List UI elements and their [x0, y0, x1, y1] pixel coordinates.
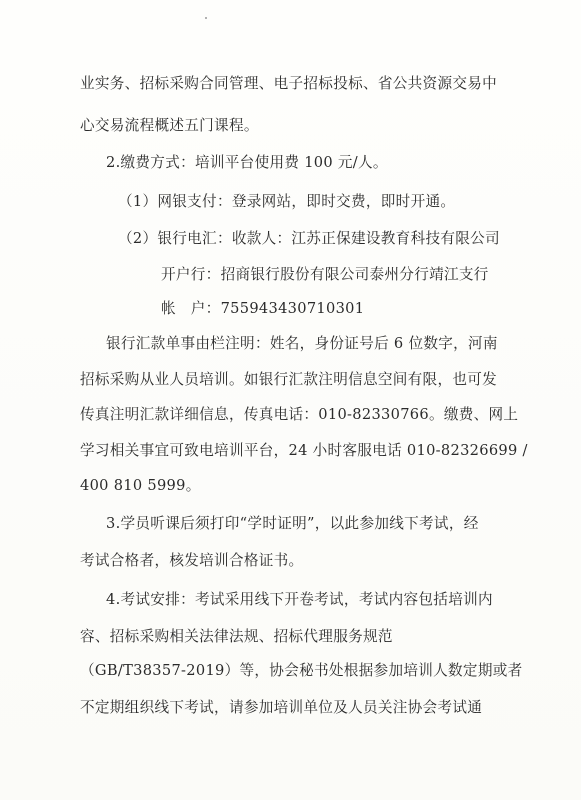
remittance-note-line-2: 招标采购从业人员培训。如银行汇款注明信息空间有限，也可发 [80, 371, 498, 388]
certificate-line-1: 3.学员听课后须打印“学时证明”，以此参加线下考试，经 [106, 515, 479, 532]
fee-method-line: 2.缴费方式：培训平台使用费 100 元/人。 [106, 154, 388, 171]
bank-transfer-payee-line: （2）银行电汇：收款人：江苏正保建设教育科技有限公司 [118, 230, 500, 247]
exam-arrangement-line-1: 4.考试安排：考试采用线下开卷考试，考试内容包括培训内 [106, 591, 493, 608]
online-bank-payment-line: （1）网银支付：登录网站，即时交费，即时开通。 [118, 193, 456, 210]
certificate-line-2: 考试合格者，核发培训合格证书。 [80, 552, 304, 569]
remittance-note-line-1: 银行汇款单事由栏注明：姓名，身份证号后 6 位数字，河南 [106, 335, 498, 352]
bank-name-line: 开户行：招商银行股份有限公司泰州分行靖江支行 [161, 266, 489, 283]
exam-arrangement-line-2: 容、招标采购相关法律法规、招标代理服务规范 [80, 628, 393, 645]
remittance-note-line-3: 传真注明汇款详细信息，传真电话：010-82330766。缴费、网上 [80, 406, 519, 423]
exam-arrangement-line-3: （GB/T38357-2019）等，协会秘书处根据参加培训人数定期或者 [80, 662, 523, 679]
body-line-2: 心交易流程概述五门课程。 [80, 117, 259, 134]
body-line-1: 业实务、招标采购合同管理、电子招标投标、省公共资源交易中 [80, 75, 498, 92]
remittance-note-line-4: 学习相关事宜可致电培训平台，24 小时客服电话 010-82326699 / [80, 442, 528, 459]
remittance-note-line-5: 400 810 5999。 [80, 477, 201, 494]
bank-account-line: 帐 户：755943430710301 [161, 300, 365, 317]
exam-arrangement-line-4: 不定期组织线下考试，请参加培训单位及人员关注协会考试通 [80, 699, 483, 716]
scan-speck [205, 17, 207, 19]
